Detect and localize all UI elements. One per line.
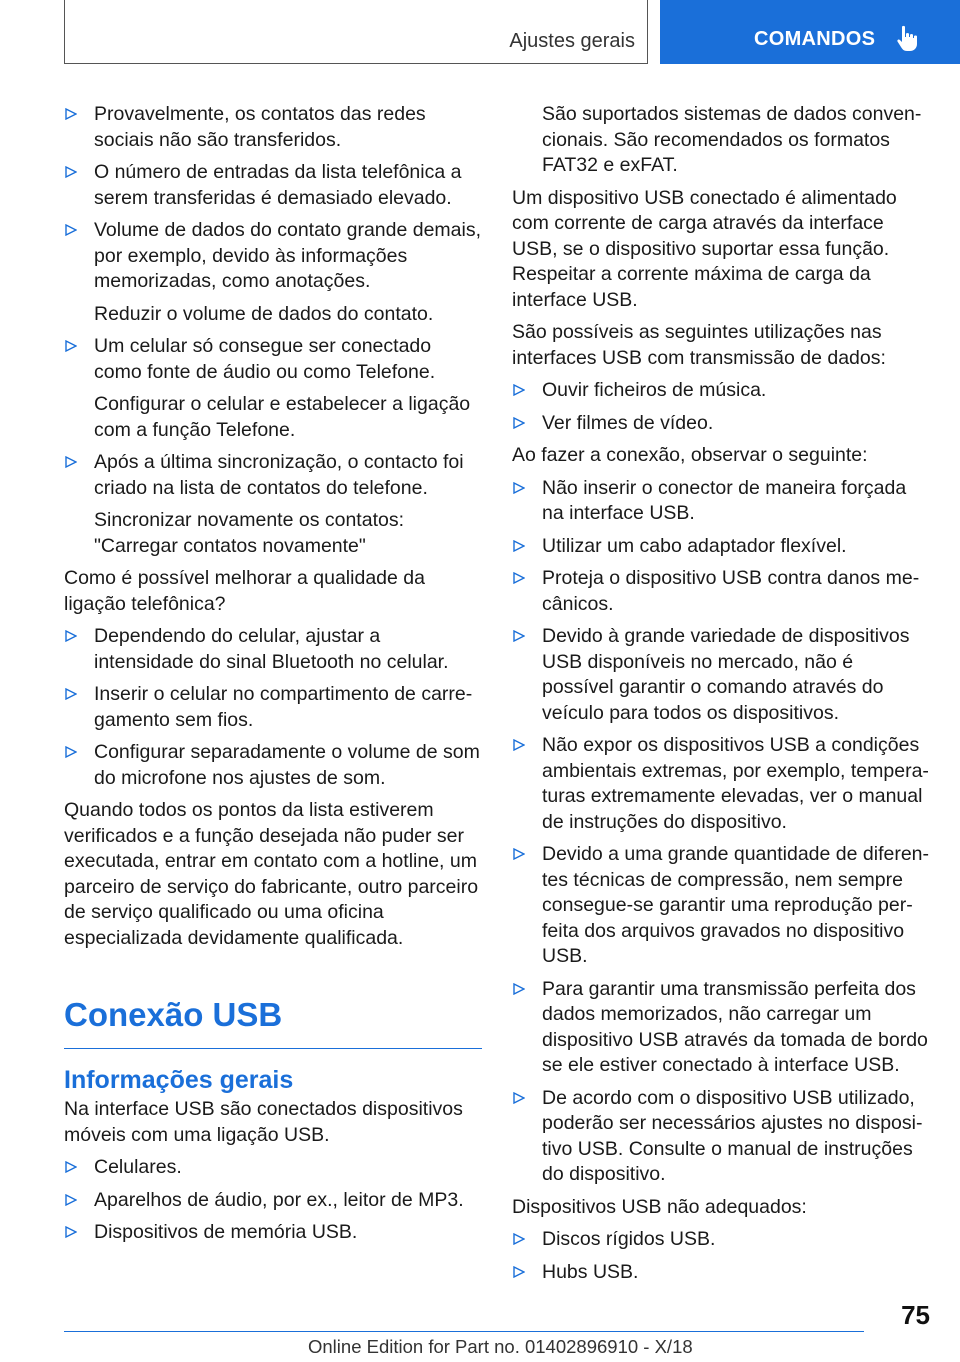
section-title: Ajustes gerais [509, 30, 635, 52]
list-item-continuation: São suportados sistemas de dados convencionais. São recomendados os formatos FAT32 e exFAT. [542, 103, 922, 176]
pointing-hand-icon [896, 25, 920, 53]
paragraph: Na interface USB são conectados dispositivos móveis com uma ligação USB. [64, 1098, 463, 1146]
left-column [64, 102, 482, 1253]
list-item: Volume de dados do contato grande demais, por exemplo, devido às informações memorizadas, como anotações. [64, 218, 482, 295]
list-item: Não expor os dispositivos USB a condições ambientais extremas, por exemplo, temperaturas extremamente elevadas, ver o manual de instruções do dispositivo. [512, 733, 930, 835]
list-item: Utilizar um cabo adaptador flexível. [512, 534, 930, 560]
footer-edition-text: Online Edition for Part no. 01402896910 - X/18 [308, 1336, 693, 1357]
paragraph: São possíveis as seguintes utilizações nas interfaces USB com transmissão de dados: [512, 321, 886, 369]
paragraph: Como é possível melhorar a qualidade da ligação telefônica? [64, 567, 425, 615]
section-heading: Conexão USB [64, 995, 482, 1049]
chapter-tab[interactable] [660, 0, 960, 64]
list-item: Após a última sincronização, o contacto foi criado na lista de contatos do telefone. [64, 450, 482, 501]
footer-divider [64, 1331, 864, 1332]
list-item-note: Configurar o celular e estabelecer a ligação com a função Telefone. [94, 393, 471, 441]
list-item: Inserir o celular no compartimento de carregamento sem fios. [64, 682, 482, 733]
menu-command-text: "Carregar contatos novamente" [94, 534, 366, 557]
list-item: Dependendo do celular, ajustar a intensidade do sinal Bluetooth no celular. [64, 624, 482, 675]
list-item: Celulares. [64, 1155, 482, 1181]
list-item: Não inserir o conector de maneira forçada na interface USB. [512, 476, 930, 527]
list-item: Configurar separadamente o volume de som do microfone nos ajustes de som. [64, 740, 482, 791]
right-column [512, 102, 930, 1292]
page-number: 75 [901, 1300, 930, 1330]
list-item: Discos rígidos USB. [512, 1227, 930, 1253]
list-item: Hubs USB. [512, 1260, 930, 1286]
list-item: Aparelhos de áudio, por ex., leitor de MP3. [64, 1188, 482, 1214]
list-item: Provavelmente, os contatos das redes sociais não são transferidos. [64, 102, 482, 153]
list-item: Proteja o dispositivo USB contra danos mecânicos. [512, 566, 930, 617]
list-item: Devido a uma grande quantidade de diferentes técnicas de compressão, nem sempre consegue-se garantir uma reprodução perfeita dos arquivos gravados no dispositivo USB. [512, 842, 930, 970]
paragraph: Um dispositivo USB conectado é alimentado com corrente de carga através da interface USB, se o dispositivo suportar essa função. Respeitar a corrente máxima de carga da interface USB. [512, 186, 897, 311]
list-item-note: Reduzir o volume de dados do contato. [94, 302, 434, 325]
list-item: Devido à grande variedade de dispositivos USB disponíveis no mercado, não é possível garantir o comando através do veículo para todos os dispositivos. [512, 624, 930, 726]
paragraph: Dispositivos USB não adequados: [512, 1195, 807, 1218]
chapter-title: COMANDOS [754, 28, 876, 50]
paragraph: Ao fazer a conexão, observar o seguinte: [512, 444, 868, 466]
list-item: Ver filmes de vídeo. [512, 411, 930, 437]
list-item-note: Sincronizar novamente os contatos: "Carregar contatos novamente" [94, 509, 405, 557]
subsection-heading: Informações gerais [64, 1066, 294, 1094]
list-item: Um celular só consegue ser conectado como fonte de áudio ou como Telefone. [64, 334, 482, 385]
list-item: De acordo com o dispositivo USB utilizado, poderão ser necessários ajustes no dispositivo USB. Consulte o manual de instruções do dispositivo. [512, 1086, 930, 1188]
paragraph: Quando todos os pontos da lista estiverem verificados e a função desejada não puder ser executada, entrar em contato com a hotline, um parceiro de serviço do fabricante, outro parceiro de serviço qualificado ou uma oficina especializada devidamente qualificada. [64, 799, 479, 949]
list-item: Dispositivos de memória USB. [64, 1220, 482, 1246]
header-section-box [64, 0, 648, 64]
list-item: Ouvir ficheiros de música. [512, 378, 930, 404]
list-item: O número de entradas da lista telefônica a serem transferidas é demasiado elevado. [64, 160, 482, 211]
list-item: Para garantir uma transmissão perfeita dos dados memorizados, não carregar um dispositivo USB através da tomada de bordo se ele estiver conectado à interface USB. [512, 977, 930, 1079]
